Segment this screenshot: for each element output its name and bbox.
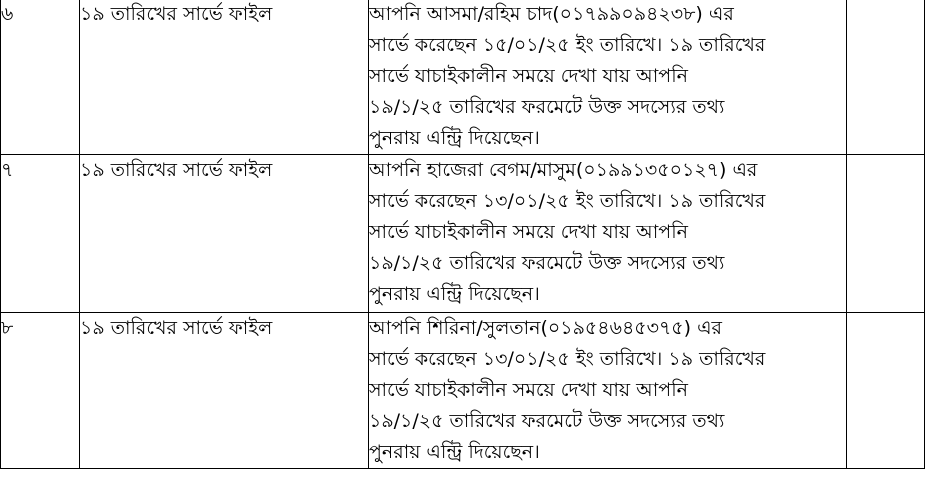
file-cell: ১৯ তারিখের সার্ভে ফাইল <box>80 313 369 469</box>
remarks-cell <box>847 0 925 155</box>
description-cell <box>369 155 847 313</box>
serial-cell: ৬ <box>1 0 80 155</box>
file-cell: ১৯ তারিখের সার্ভে ফাইল <box>80 0 369 155</box>
description-line: আপনি হাজেরা বেগম/মাসুম(০১৯৯১৩৫০১২৭) এর <box>369 159 758 181</box>
serial-cell: ৮ <box>1 313 80 469</box>
description-cell <box>369 0 847 155</box>
serial-cell: ৭ <box>1 155 80 313</box>
description-line: আপনি আসমা/রহিম চাদ(০১৭৯৯০৯৪২৩৮) এর <box>369 3 734 25</box>
description-line: ১৯/১/২৫ তারিখের ফরমেটে উক্ত সদস্যের তথ্য <box>369 252 725 274</box>
description-line: সার্ভে করেছেন ১৫/০১/২৫ ইং তারিখে। ১৯ তারিখের <box>369 34 766 56</box>
description-line: সার্ভে যাচাইকালীন সময়ে দেখা যায় আপনি <box>369 221 688 243</box>
description-line: সার্ভে যাচাইকালীন সময়ে দেখা যায় আপনি <box>369 65 688 87</box>
description-line: আপনি শিরিনা/সুলতান(০১৯৫৪৬৪৫৩৭৫) এর <box>369 317 722 339</box>
table-row <box>1 313 925 469</box>
remarks-cell <box>847 155 925 313</box>
description-line: পুনরায় এন্ট্রি দিয়েছেন। <box>369 441 540 463</box>
description-line: ১৯/১/২৫ তারিখের ফরমেটে উক্ত সদস্যের তথ্য <box>369 96 725 118</box>
table-row <box>1 155 925 313</box>
description-cell <box>369 313 847 469</box>
remarks-cell <box>847 313 925 469</box>
description-line: সার্ভে যাচাইকালীন সময়ে দেখা যায় আপনি <box>369 379 688 401</box>
table-row <box>1 0 925 155</box>
description-line: পুনরায় এন্ট্রি দিয়েছেন। <box>369 283 540 305</box>
file-cell: ১৯ তারিখের সার্ভে ফাইল <box>80 155 369 313</box>
description-line: সার্ভে করেছেন ১৩/০১/২৫ ইং তারিখে। ১৯ তারিখের <box>369 348 766 370</box>
description-line: সার্ভে করেছেন ১৩/০১/২৫ ইং তারিখে। ১৯ তারিখের <box>369 190 766 212</box>
description-line: ১৯/১/২৫ তারিখের ফরমেটে উক্ত সদস্যের তথ্য <box>369 410 725 432</box>
description-line: পুনরায় এন্ট্রি দিয়েছেন। <box>369 127 540 149</box>
